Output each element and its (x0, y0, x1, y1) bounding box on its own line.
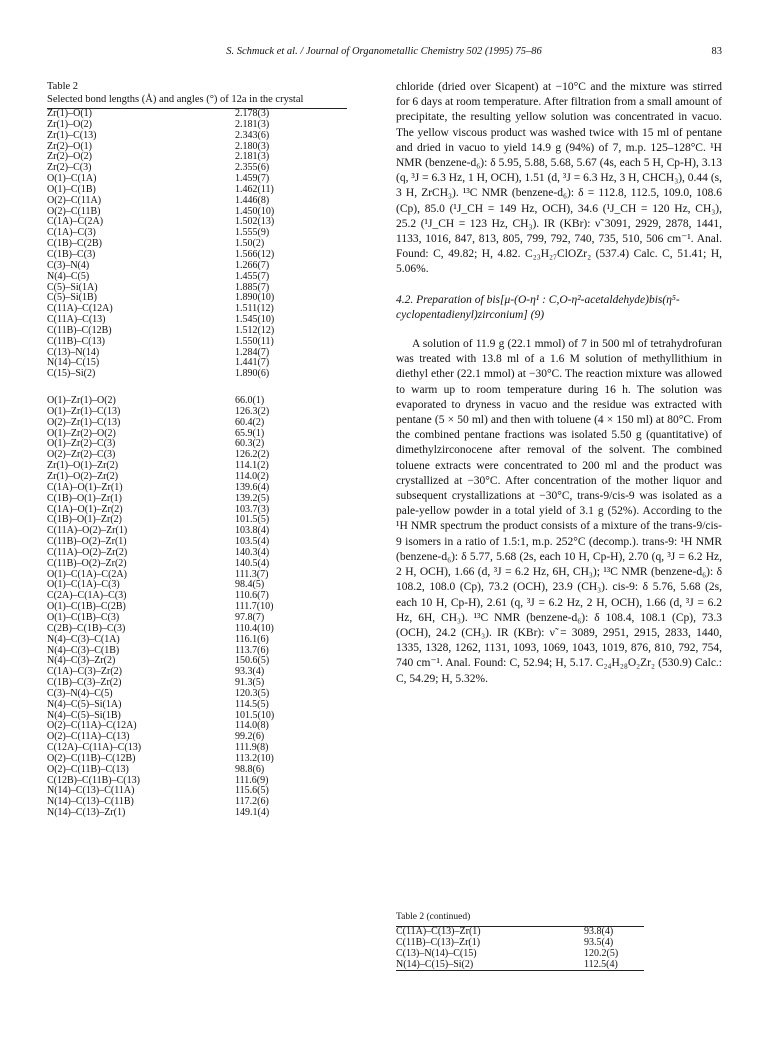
parameter-label: C(11B)–O(2)–Zr(2) (47, 557, 127, 569)
parameter-label: Zr(1)–C(13) (47, 129, 97, 141)
parameter-value: 60.3(2) (235, 438, 265, 450)
parameter-label: N(4)–C(3)–C(1A) (47, 633, 120, 645)
running-header (46, 46, 722, 62)
parameter-value: 1.545(10) (235, 314, 275, 326)
parameter-value: 114.0(2) (235, 471, 269, 482)
parameter-value: 1.555(9) (235, 227, 270, 239)
right-column (396, 80, 722, 687)
parameter-value: 126.3(2) (235, 405, 270, 417)
parameter-value: 1.462(11) (235, 183, 274, 195)
parameter-label: C(1A)–O(1)–Zr(2) (47, 503, 123, 515)
parameter-value: 101.5(10) (235, 709, 275, 721)
table-row (47, 418, 347, 429)
parameter-label: N(4)–C(3)–Zr(2) (47, 655, 116, 667)
parameter-label: C(2A)–C(1A)–C(3) (47, 590, 127, 602)
table-row (47, 337, 347, 348)
parameter-value: 93.3(4) (235, 666, 265, 678)
table-row (396, 949, 644, 960)
parameter-label: C(11B)–C(13)–Zr(1) (396, 936, 481, 948)
left-column (47, 80, 347, 819)
parameter-value: 1.550(11) (235, 335, 274, 347)
parameter-label: C(11B)–O(2)–Zr(1) (47, 536, 127, 548)
parameter-value: 65.9(1) (235, 427, 265, 439)
parameter-label: N(14)–C(13)–C(11A) (47, 785, 135, 797)
parameter-value: 149.1(4) (235, 807, 270, 819)
table-row (47, 559, 347, 570)
parameter-label: O(1)–Zr(2)–O(2) (47, 427, 116, 439)
parameter-value: 114.0(8) (235, 720, 269, 732)
parameter-label: C(1B)–C(2B) (47, 238, 102, 250)
parameter-value: 139.6(4) (235, 481, 270, 493)
parameter-label: N(4)–C(3)–C(1B) (47, 644, 120, 656)
parameter-value: 2.180(3) (235, 140, 270, 152)
parameter-value: 1.455(7) (235, 270, 270, 282)
parameter-label: C(11A)–O(2)–Zr(1) (47, 525, 128, 537)
parameter-value: 1.890(10) (235, 292, 275, 304)
parameter-value: 126.2(2) (235, 449, 270, 461)
parameter-label: Zr(1)–O(1) (47, 108, 92, 119)
parameter-label: C(5)–Si(1B) (47, 292, 97, 304)
parameter-label: C(11B)–C(12B) (47, 324, 112, 336)
parameter-label: O(1)–Zr(2)–C(3) (47, 438, 116, 450)
parameter-value: 93.8(4) (584, 926, 614, 937)
parameter-value: 116.1(6) (235, 633, 269, 645)
parameter-label: C(11A)–C(13) (47, 314, 106, 326)
parameter-value: 111.7(10) (235, 601, 274, 613)
parameter-label: C(1A)–C(3) (47, 227, 96, 239)
parameter-value: 114.1(2) (235, 460, 269, 472)
parameter-value: 110.4(10) (235, 622, 274, 634)
table-row (47, 369, 347, 380)
parameter-label: C(11A)–O(2)–Zr(2) (47, 546, 128, 558)
parameter-value: 120.2(5) (584, 947, 619, 959)
parameter-label: C(1A)–C(3)–Zr(2) (47, 666, 122, 678)
parameter-value: 60.4(2) (235, 416, 265, 428)
parameter-value: 97.8(7) (235, 611, 265, 623)
parameter-label: N(4)–C(5)–Si(1B) (47, 709, 121, 721)
parameter-label: N(14)–C(13)–Zr(1) (47, 807, 126, 819)
parameter-label: N(4)–C(5) (47, 270, 90, 282)
parameter-value: 114.5(5) (235, 698, 269, 710)
table-row (47, 635, 347, 646)
parameter-value: 2.355(6) (235, 162, 270, 174)
table-continued-bottom-rule (396, 970, 644, 971)
journal-citation: S. Schmuck et al. / Journal of Organometallic Chemistry 502 (1995) 75–86 (226, 46, 542, 57)
parameter-value: 2.181(3) (235, 118, 270, 130)
parameter-value: 110.6(7) (235, 590, 269, 602)
parameter-value: 115.6(5) (235, 785, 269, 797)
parameter-label: C(1B)–O(1)–Zr(1) (47, 492, 122, 504)
parameter-label: O(1)–C(1B)–C(2B) (47, 601, 126, 613)
parameter-label: C(1B)–C(3) (47, 248, 96, 260)
parameter-label: Zr(1)–O(1)–Zr(2) (47, 460, 119, 472)
parameter-value: 66.0(1) (235, 395, 265, 407)
parameter-label: N(4)–C(5)–Si(1A) (47, 698, 122, 710)
parameter-value: 1.266(7) (235, 259, 270, 271)
parameter-label: O(1)–Zr(1)–C(13) (47, 405, 121, 417)
parameter-value: 139.2(5) (235, 492, 270, 504)
table-row (47, 494, 347, 505)
parameter-label: O(2)–C(11A)–C(12A) (47, 720, 137, 732)
parameter-value: 99.2(6) (235, 731, 265, 743)
parameter-value: 98.4(5) (235, 579, 265, 591)
table-row (47, 152, 347, 163)
parameter-label: N(14)–C(13)–C(11B) (47, 796, 134, 808)
parameter-label: C(11B)–C(13) (47, 335, 105, 347)
parameter-label: O(2)–C(11B)–C(12B) (47, 752, 136, 764)
parameter-label: C(1B)–C(3)–Zr(2) (47, 677, 122, 689)
parameter-value: 140.5(4) (235, 557, 270, 569)
parameter-value: 91.3(5) (235, 677, 265, 689)
table-row (47, 808, 347, 819)
parameter-label: O(2)–C(11B)–C(13) (47, 763, 129, 775)
parameter-value: 111.3(7) (235, 568, 269, 580)
table-row (396, 960, 644, 971)
parameter-label: Zr(2)–O(2) (47, 151, 92, 163)
table-continued (396, 911, 644, 971)
parameter-value: 113.7(6) (235, 644, 269, 656)
table-section-gap (47, 380, 347, 396)
table-number: Table 2 (47, 81, 79, 92)
table-continued-body (396, 927, 644, 970)
parameter-value: 103.7(3) (235, 503, 270, 515)
parameter-value: 1.890(6) (235, 368, 270, 380)
parameter-value: 1.50(2) (235, 238, 265, 250)
experimental-paragraph-2: A solution of 11.9 g (22.1 mmol) of 7 in 500 ml of tetrahydrofuran was treated with 13.8 ml of a 1.6 M solution of methyllithium in diethyl ether (22.1 mmol) at −30°C. The reaction mixture was allowed to warm up to room temperature during 16 h. The solution was evaporated to dryness in vacuo and the residue was extracted with pentane (5 × 50 ml) and then with toluene (4 × 150 ml) at 80°C. From the combined pentane fractions was isolated 5.50 g (quantitative) of dimethylzirconocene after removal of the solvent. The combined toluene extracts were concentrated to 200 ml and the product was crystallized at −30°C. After concentration of the mother liquor and subsequent crystallizations at −30°C, trans-9/cis-9 was isolated as a pale-yellow powder in a total yield of 3.1 g (52%). According to the ¹H NMR spectrum the product consists of a mixture of the trans-9/cis-9 isomers in a ratio of 1.5:1, m.p. 252°C (decomp.). trans-9: ¹H NMR (benzene-d₆): δ 5.77, 5.68 (2s, each 10 H, Cp-H), 2.70 (q, ³J = 6.2 Hz, 2 H, OCH), 1.66 (d, ³J = 6.2 Hz, 6H, CH₃); ¹³C NMR (benzene-d₆): δ 108.2, 108.0 (Cp), 73.2 (OCH), 23.9 (CH₃). cis-9: δ 5.76, 5.68 (2s, each 10 H, Cp-H), 2.61 (q, ³J = 6.2 Hz, 2 H, OCH), 1.66 (d, ³J = 6.2 Hz, 6H, CH₃). ¹³C NMR (benzene-d₆): δ 108.4, 108.1 (Cp), 73.3 (OCH), 24.2 (CH₃). IR (KBr): ν̃ = 3089, 2951, 2915, 2833, 1440, 1335, 1328, 1262, 1131, 1093, 1069, 1043, 1019, 876, 810, 792, 754, 740 cm⁻¹. Anal. Found: C, 52.94; H, 5.17. C₂₄H₂₈O₂Zr₂ (530.9) Calc.: C, 54.29; H, 5.32%. (396, 338, 722, 685)
parameter-label: O(1)–C(1A) (47, 173, 97, 185)
table-row (47, 142, 347, 153)
parameter-label: C(1B)–O(1)–Zr(2) (47, 514, 122, 526)
parameter-label: Zr(1)–O(2)–Zr(2) (47, 471, 119, 482)
parameter-value: 111.6(9) (235, 774, 269, 786)
parameter-value: 1.885(7) (235, 281, 270, 293)
parameter-label: C(11A)–C(12A) (47, 303, 113, 315)
table-row (47, 131, 347, 142)
parameter-value: 1.459(7) (235, 173, 270, 185)
parameter-value: 98.8(6) (235, 763, 265, 775)
parameter-label: O(2)–C(11B) (47, 205, 101, 217)
parameter-label: C(2B)–C(1B)–C(3) (47, 622, 126, 634)
table-row (47, 765, 347, 776)
parameter-value: 1.441(7) (235, 357, 270, 369)
table-row (47, 272, 347, 283)
table-title: Selected bond lengths (Å) and angles (°) of 12a in the crystal (47, 94, 304, 105)
parameter-value: 1.284(7) (235, 346, 270, 358)
parameter-label: O(1)–C(1B) (47, 183, 96, 195)
parameter-label: O(1)–Zr(1)–O(2) (47, 395, 116, 407)
table-row (47, 261, 347, 272)
parameter-label: C(11A)–C(13)–Zr(1) (396, 926, 481, 937)
parameter-value: 120.3(5) (235, 687, 270, 699)
parameter-label: C(12A)–C(11A)–C(13) (47, 742, 142, 754)
parameter-label: C(12B)–C(11B)–C(13) (47, 774, 140, 786)
parameter-value: 1.446(8) (235, 194, 270, 206)
parameter-label: N(14)–C(15)–Si(2) (396, 958, 474, 970)
parameter-label: O(2)–Zr(2)–C(3) (47, 449, 116, 461)
parameter-label: O(1)–C(1A)–C(2A) (47, 568, 127, 580)
parameter-label: Zr(2)–C(3) (47, 162, 92, 174)
parameter-value: 140.3(4) (235, 546, 270, 558)
parameter-value: 2.178(3) (235, 108, 270, 119)
parameter-value: 103.8(4) (235, 525, 270, 537)
parameter-label: C(15)–Si(2) (47, 368, 96, 380)
parameter-value: 1.566(12) (235, 248, 275, 260)
parameter-value: 2.343(6) (235, 129, 270, 141)
parameter-value: 93.5(4) (584, 936, 614, 948)
table-row (47, 700, 347, 711)
parameter-value: 111.9(8) (235, 742, 269, 754)
bond-lengths-table (47, 109, 347, 380)
parameter-label: C(5)–Si(1A) (47, 281, 98, 293)
parameter-value: 150.6(5) (235, 655, 270, 667)
parameter-label: Zr(1)–O(2) (47, 118, 92, 130)
bond-angles-table (47, 396, 347, 819)
table-caption (47, 80, 347, 106)
parameter-value: 101.5(5) (235, 514, 270, 526)
parameter-value: 117.2(6) (235, 796, 269, 808)
parameter-label: C(13)–N(14) (47, 346, 100, 358)
parameter-value: 1.502(13) (235, 216, 275, 228)
parameter-label: C(3)–N(4) (47, 259, 90, 271)
parameter-value: 103.5(4) (235, 536, 270, 548)
parameter-label: C(3)–N(4)–C(5) (47, 687, 113, 699)
table-row (47, 109, 347, 120)
table-row (47, 250, 347, 261)
parameter-label: C(1A)–C(2A) (47, 216, 104, 228)
parameter-label: O(2)–C(11A) (47, 194, 102, 206)
parameter-label: O(2)–Zr(1)–C(13) (47, 416, 121, 428)
parameter-label: Zr(2)–O(1) (47, 140, 92, 152)
experimental-paragraph-1: chloride (dried over Sicapent) at −10°C and the mixture was stirred for 6 days at room temperature. After filtration from a small amount of precipitate, the resulting yellow solution was concentrated in vacuo. The yellow viscous product was washed twice with 15 ml of pentane and dried in vacuo to yield 14.9 g (94%) of 7, m.p. 125–128°C. ¹H NMR (benzene-d₆): δ 5.95, 5.88, 5.68, 5.67 (4s, each 5 H, Cp-H), 3.13 (q, ³J = 6.3 Hz, 1 H, OCH), 1.51 (d, ³J = 6.3 Hz, 3 H, CHCH₃), 0.44 (s, 3 H, ZrCH₃). ¹³C NMR (benzene-d₆): δ = 112.8, 112.5, 109.0, 108.6 (Cp), 85.0 (¹J_CH = 149 Hz, OCH), 34.6 (¹J_CH = 120 Hz, CH₃), 25.2 (¹J_CH = 123 Hz, CH₃). IR (KBr): ν̃ 3091, 2929, 2878, 1441, 1133, 1016, 847, 813, 805, 799, 792, 740, 735, 510, 506 cm⁻¹. Anal. Found: C, 49.82; H, 4.82. C₂₃H₂₇ClOZr₂ (537.4) Calc. C, 51.41; H, 5.06%. (396, 81, 722, 276)
page-number: 83 (711, 46, 722, 57)
parameter-value: 112.5(4) (584, 958, 618, 970)
table-row (47, 196, 347, 207)
parameter-label: O(2)–C(11A)–C(13) (47, 731, 130, 743)
table-continued-caption: Table 2 (continued) (396, 912, 471, 922)
parameter-label: O(1)–C(1B)–C(3) (47, 611, 120, 623)
parameter-value: 1.511(12) (235, 303, 274, 315)
parameter-value: 113.2(10) (235, 752, 274, 764)
parameter-value: 2.181(3) (235, 151, 270, 163)
parameter-label: C(13)–N(14)–C(15) (396, 947, 477, 959)
section-heading: 4.2. Preparation of bis[μ-(O-η¹ : C,O-η²-acetaldehyde)bis(η⁵-cyclopentadienyl)zirconium] (9) (396, 293, 680, 321)
parameter-label: N(14)–C(15) (47, 357, 100, 369)
parameter-label: C(1A)–O(1)–Zr(1) (47, 481, 123, 493)
parameter-value: 1.450(10) (235, 205, 275, 217)
parameter-label: O(1)–C(1A)–C(3) (47, 579, 120, 591)
parameter-value: 1.512(12) (235, 324, 275, 336)
